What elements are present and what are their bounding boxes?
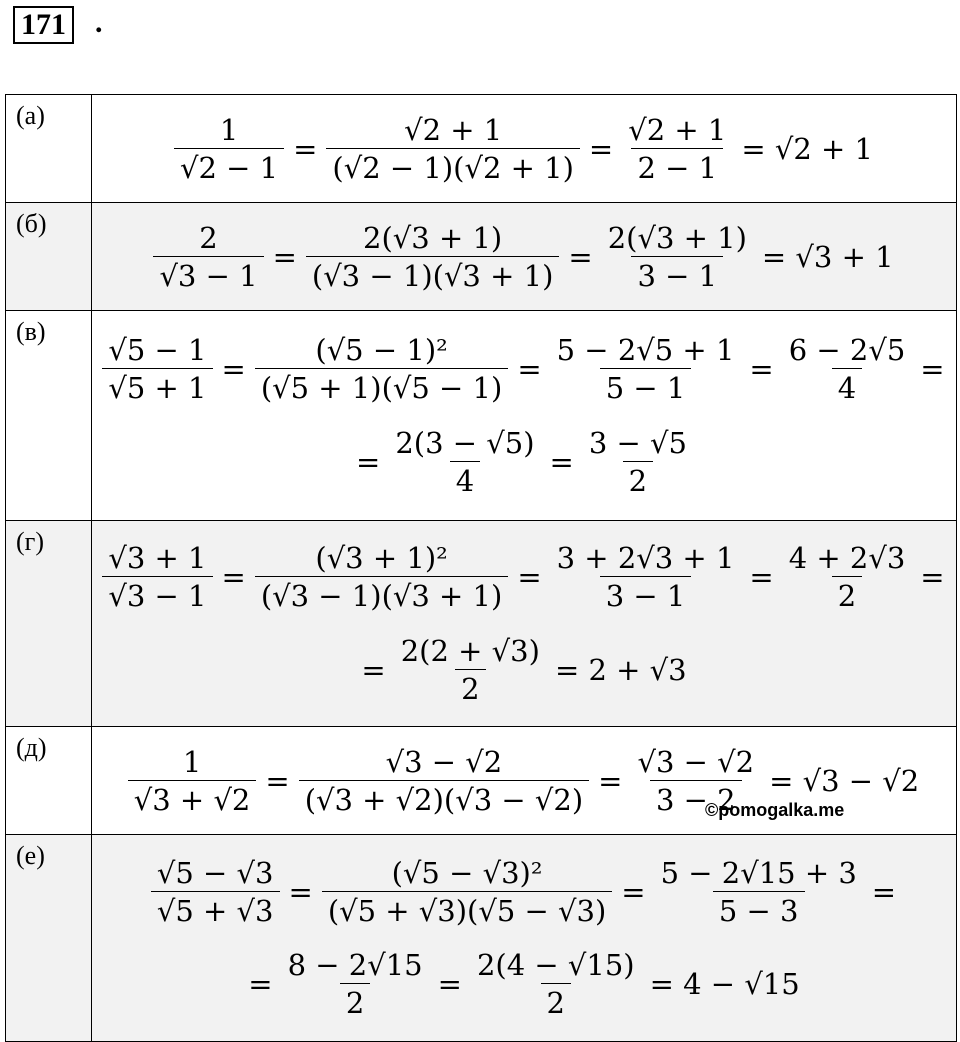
row-math — [92, 203, 957, 311]
problem-number — [13, 6, 74, 44]
numerator: √2 + 1 — [628, 112, 727, 147]
row-label: (е) — [6, 835, 92, 1042]
fraction — [471, 948, 641, 1020]
fraction — [326, 113, 580, 185]
solution-row — [6, 521, 957, 727]
numerator: √2 + 1 — [404, 112, 503, 147]
fraction — [602, 221, 753, 293]
row-math — [92, 835, 957, 1042]
denominator: (√5 + √3)(√5 − √3) — [322, 891, 612, 928]
fraction — [783, 333, 912, 405]
equation-line — [92, 426, 956, 498]
row-math — [92, 95, 957, 203]
row-label: (г) — [6, 521, 92, 727]
denominator: 3 − 2 — [650, 780, 742, 817]
numerator: 2 — [199, 220, 218, 255]
solution-row — [6, 95, 957, 203]
numerator: (√5 − √3)² — [391, 855, 543, 890]
equation-term: = — [517, 351, 542, 386]
numerator: (√5 − 1)² — [315, 332, 448, 367]
numerator: √5 − √3 — [156, 855, 274, 890]
numerator: 5 − 2√5 + 1 — [556, 332, 735, 367]
equation-term: = — [871, 874, 897, 909]
fraction — [583, 426, 693, 498]
equation-line — [92, 221, 956, 293]
fraction — [255, 541, 509, 613]
numerator: 5 − 2√15 + 3 — [660, 855, 857, 890]
problem-number-dot: . — [95, 6, 103, 39]
numerator: 4 + 2√3 — [788, 541, 906, 576]
fraction — [299, 745, 589, 817]
equation-line — [92, 541, 956, 613]
numerator: √3 − √2 — [637, 744, 755, 779]
denominator: 3 − 1 — [631, 256, 723, 293]
numerator: 8 − 2√15 — [287, 948, 423, 983]
solution-row — [6, 203, 957, 311]
equation-term: = — [588, 131, 614, 166]
row-label: (в) — [6, 311, 92, 521]
equation-term: = — [437, 967, 462, 1002]
solution-table — [5, 94, 957, 1042]
equation-term: = √3 − √2 — [769, 763, 920, 798]
fraction — [102, 541, 212, 613]
denominator: (√3 + √2)(√3 − √2) — [299, 780, 589, 817]
equation-line — [92, 113, 956, 185]
numerator: √3 + 1 — [108, 541, 207, 576]
numerator: 2(√3 + 1) — [363, 220, 503, 255]
denominator: (√5 + 1)(√5 − 1) — [255, 368, 509, 405]
denominator: 2 — [455, 669, 485, 706]
watermark: ©pomogalka.me — [705, 800, 845, 820]
fraction — [151, 856, 280, 928]
denominator: √5 + √3 — [151, 891, 280, 928]
numerator: 2(√3 + 1) — [607, 220, 747, 255]
fraction — [153, 221, 263, 293]
denominator: √5 + 1 — [102, 368, 212, 405]
solution-row — [6, 311, 957, 521]
fraction — [255, 333, 509, 405]
denominator: (√3 − 1)(√3 + 1) — [306, 256, 560, 293]
equation-term: = — [272, 239, 297, 274]
row-label: (д) — [6, 727, 92, 835]
equation-term: = — [288, 874, 313, 909]
equation-term: = — [621, 874, 646, 909]
numerator: 2(4 − √15) — [476, 948, 635, 983]
numerator: 2(2 + √3) — [400, 633, 540, 668]
fraction — [655, 856, 863, 928]
solution-rows — [6, 95, 957, 1042]
denominator: 4 — [832, 368, 862, 405]
fraction — [389, 426, 540, 498]
fraction — [128, 745, 257, 817]
equation-line — [92, 634, 956, 706]
equation-term: = — [598, 763, 623, 798]
denominator: √3 + √2 — [128, 780, 257, 817]
numerator: 2(3 − √5) — [395, 426, 535, 461]
denominator: 2 — [340, 983, 370, 1020]
equation-term: = 2 + √3 — [554, 652, 687, 687]
row-label: (б) — [6, 203, 92, 311]
denominator: (√3 − 1)(√3 + 1) — [255, 576, 509, 613]
denominator: 2 — [541, 983, 571, 1020]
numerator: 3 + 2√3 + 1 — [556, 541, 735, 576]
solution-row — [6, 835, 957, 1042]
equation-term: = — [920, 560, 945, 595]
fraction — [174, 113, 284, 185]
equation-term: = — [568, 239, 593, 274]
equation-term: = — [549, 445, 574, 480]
fraction — [551, 333, 741, 405]
denominator: 5 − 1 — [600, 368, 692, 405]
equation-term: = — [517, 560, 542, 595]
denominator: 5 − 3 — [713, 891, 805, 928]
equation-term: = — [749, 560, 774, 595]
numerator: √3 − √2 — [385, 744, 503, 779]
numerator: 1 — [219, 112, 239, 147]
denominator: 4 — [450, 461, 480, 498]
denominator: 2 — [623, 461, 653, 498]
fraction — [102, 333, 212, 405]
equation-term: = — [749, 351, 774, 386]
problem-number-text: 171 — [21, 8, 66, 41]
denominator: √3 − 1 — [102, 576, 212, 613]
numerator: 1 — [182, 744, 202, 779]
denominator: (√2 − 1)(√2 + 1) — [326, 148, 580, 185]
equation-term: = √2 + 1 — [741, 131, 873, 166]
equation-term: = — [221, 351, 246, 386]
numerator: 6 − 2√5 — [788, 332, 906, 367]
equation-term: = — [265, 763, 290, 798]
fraction — [395, 634, 546, 706]
row-math — [92, 521, 957, 727]
denominator: 2 − 1 — [631, 148, 723, 185]
equation-line — [92, 333, 956, 405]
denominator: √3 − 1 — [153, 256, 263, 293]
row-math — [92, 311, 957, 521]
equation-term: = — [293, 131, 318, 166]
fraction — [306, 221, 560, 293]
denominator: 3 − 1 — [600, 576, 692, 613]
equation-term: = — [248, 967, 273, 1002]
fraction — [322, 856, 612, 928]
numerator: √5 − 1 — [108, 332, 207, 367]
row-label: (а) — [6, 95, 92, 203]
equation-term: = — [920, 351, 945, 386]
fraction — [622, 113, 732, 185]
equation-line — [92, 948, 956, 1020]
equation-term: = — [221, 560, 246, 595]
fraction — [783, 541, 912, 613]
numerator: 3 − √5 — [588, 426, 687, 461]
denominator: √2 − 1 — [174, 148, 284, 185]
numerator: (√3 + 1)² — [315, 541, 448, 576]
equation-line — [92, 856, 956, 928]
equation-term: = — [361, 652, 386, 687]
denominator: 2 — [832, 576, 862, 613]
fraction — [282, 948, 429, 1020]
equation-term: = √3 + 1 — [761, 239, 894, 274]
fraction — [551, 541, 741, 613]
equation-term: = 4 − √15 — [649, 967, 800, 1002]
equation-term: = — [356, 445, 381, 480]
